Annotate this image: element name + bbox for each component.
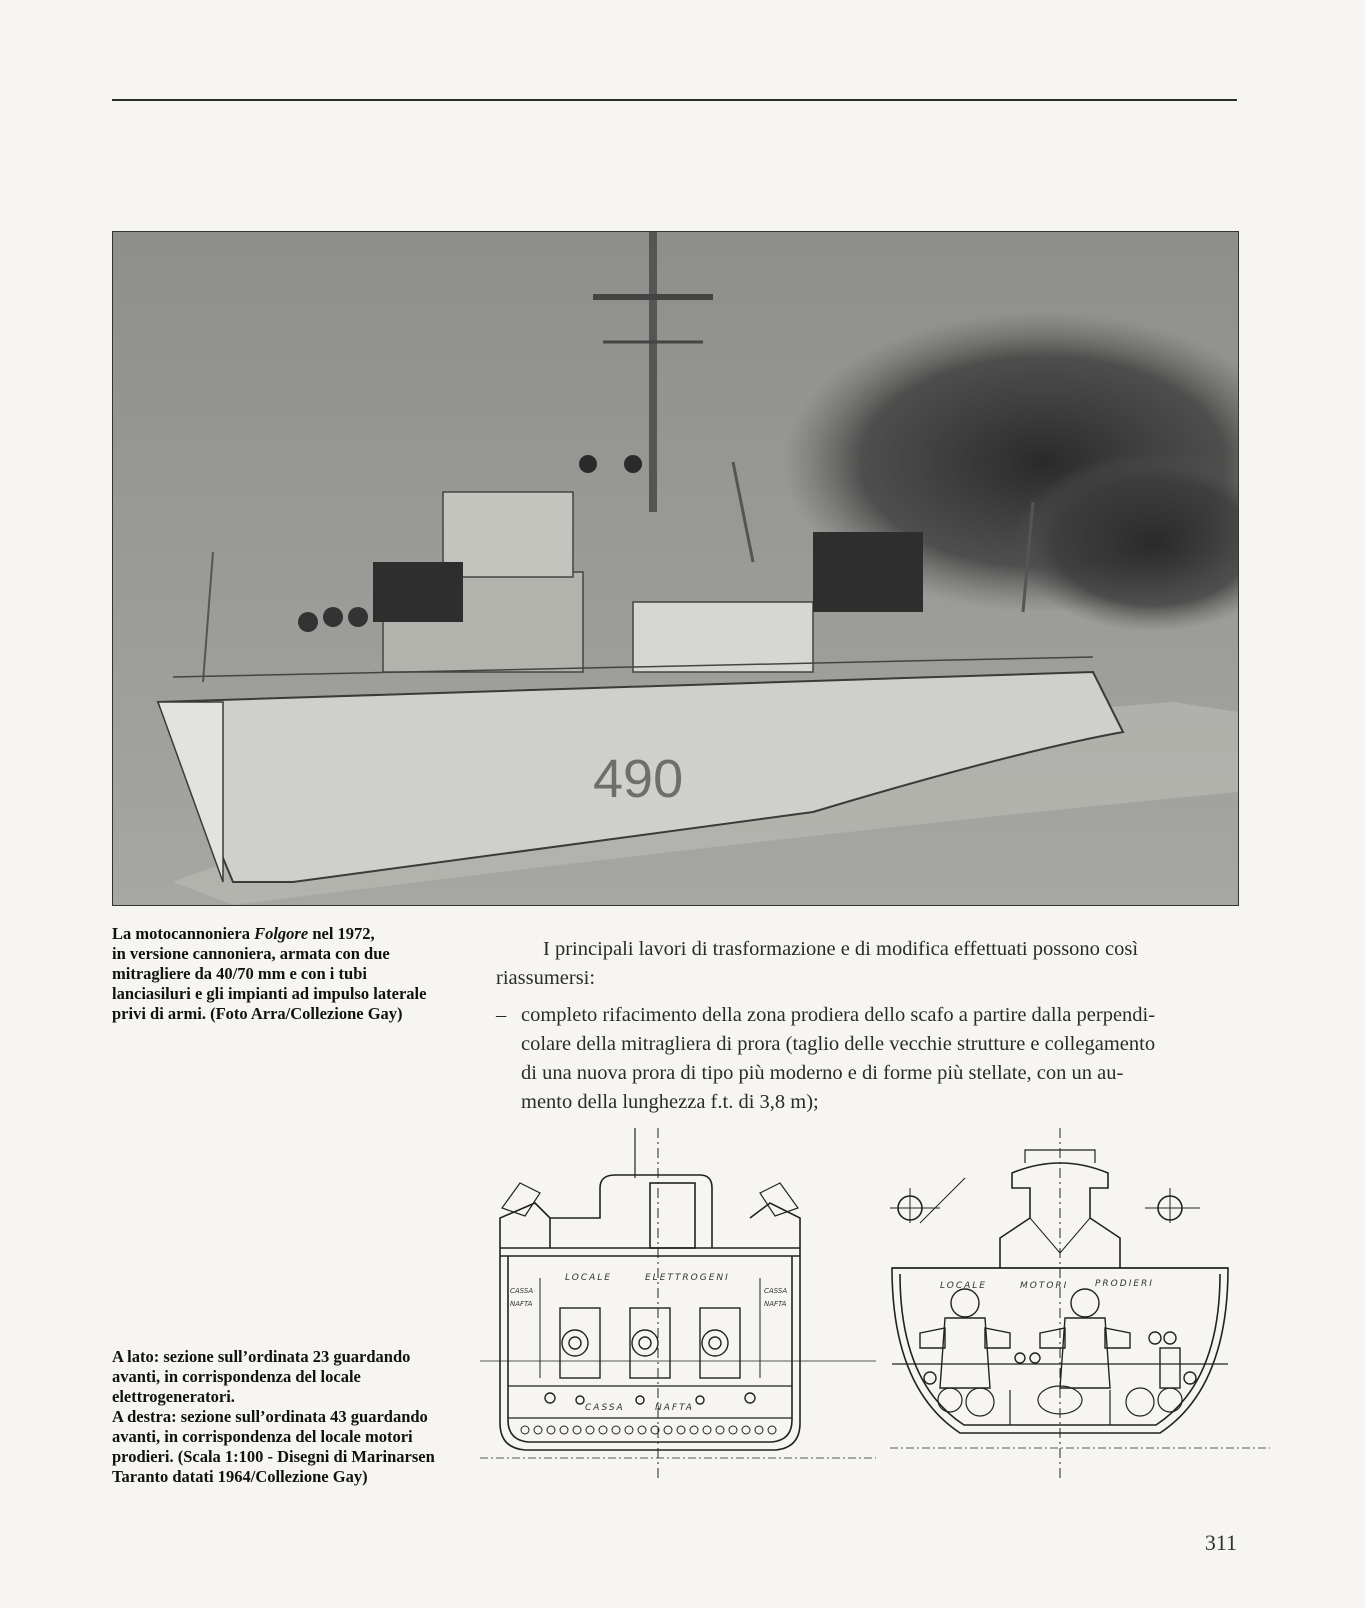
section-drawing-frame-43 [890, 1128, 1270, 1480]
ship-name: Folgore [254, 924, 309, 943]
label-cassa-bottom: CASSA [585, 1403, 625, 1413]
caption-line: elettrogeneratori. [112, 1387, 235, 1406]
bullet-dash: – [496, 1004, 507, 1026]
intro-paragraph [496, 935, 1237, 993]
caption-line: avanti, in corrispondenza del locale [112, 1367, 361, 1386]
label-prodieri: PRODIERI [1095, 1279, 1154, 1289]
aft-gun-mount [813, 532, 923, 612]
page-number: 311 [1204, 1530, 1237, 1555]
section-drawing-frame-23-svg [480, 1128, 876, 1480]
bullet-line: mento della lunghezza f.t. di 3,8 m); [521, 1091, 819, 1113]
caption-line: mitragliere da 40/70 mm e con i tubi [112, 964, 367, 983]
ship-photo [112, 231, 1239, 906]
caption-line: avanti, in corrispondenza del locale motori [112, 1427, 413, 1446]
caption-line: A destra: sezione sull’ordinata 43 guardando [112, 1407, 428, 1426]
paragraph-line: I principali lavori di trasformazione e di modifica effettuati possono così [543, 938, 1139, 960]
label-nafta-bottom: NAFTA [655, 1403, 694, 1413]
label-cassa-right: CASSA [764, 1287, 788, 1295]
fore-gun-mount [373, 562, 463, 622]
hull-number: 490 [593, 749, 684, 809]
bullet-item [496, 1001, 1237, 1117]
caption-line: A lato: sezione sull’ordinata 23 guardando [112, 1347, 411, 1366]
photo-caption [112, 924, 472, 1024]
label-nafta-right: NAFTA [764, 1300, 787, 1308]
caption-line: La motocannoniera Folgore nel 1972, [112, 924, 375, 943]
bullet-line: colare della mitragliera di prora (taglio delle vecchie strutture e collegamento [521, 1033, 1156, 1055]
caption-line: Taranto datati 1964/Collezione Gay) [112, 1467, 368, 1486]
body-text [496, 935, 1237, 1117]
bullet-line: completo rifacimento della zona prodiera dello scafo a partire dalla perpendi- [521, 1004, 1156, 1026]
label-nafta-left: NAFTA [510, 1300, 533, 1308]
paragraph-line: riassumersi: [496, 967, 596, 989]
ship-photo-drawing [113, 232, 1238, 905]
label-motori: MOTORI [1020, 1281, 1069, 1291]
caption-line: in versione cannoniera, armata con due [112, 944, 390, 963]
label-elettrogeni: ELETTROGENI [645, 1273, 730, 1283]
label-locale: LOCALE [565, 1273, 612, 1283]
deckhouse [633, 602, 813, 672]
drawings-caption [112, 1347, 472, 1487]
label-cassa-left: CASSA [510, 1287, 534, 1295]
bullet-line: di una nuova prora di tipo più moderno e di forme più stellate, con un au- [521, 1062, 1124, 1084]
section-drawing-frame-23 [480, 1128, 876, 1480]
caption-line: prodieri. (Scala 1:100 - Disegni di Marinarsen [112, 1447, 435, 1466]
caption-line: privi di armi. (Foto Arra/Collezione Gay) [112, 1004, 403, 1023]
label-locale: LOCALE [940, 1281, 987, 1291]
caption-line: lanciasiluri e gli impianti ad impulso laterale [112, 984, 427, 1003]
header-rule [112, 99, 1237, 101]
section-drawing-frame-43-svg [890, 1128, 1270, 1480]
